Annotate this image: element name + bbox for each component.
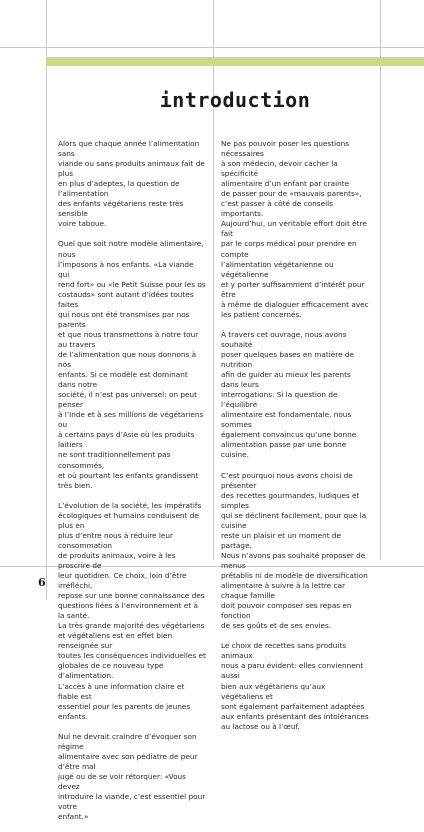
paragraph: Nul ne devrait craindre d’évoquer son régime alimentaire avec son pédiatre de peur d’être mal jugé ou de se voir rétorquer: «Vous devez introduire la viande, c’est essentiel pour votre enfant.»: [58, 731, 206, 822]
paragraph: C’est pourquoi nous avons choisi de présenter des recettes gourmandes, ludiques et simples qui se déclinent facilement, pour que la cuisine reste un plaisir et un moment de partage. Nous n’avons pas souhaité proposer de menus prétablis ni de modèle de diversification alimentaire à suivre à la lettre car chaque famille doit pouvoir composer ses repas en fonction de ses goûts et de ses envies.: [221, 470, 368, 631]
paragraph: Ne pas pouvoir poser les questions nécessaires à son médecin, devoir cacher la spécificité alimentaire d’un enfant par crainte de passer pour de «mauvais parents», c’est passer à côté de conseils importants. Aujourd’hui, un véritable effort doit être fait par le corps médical pour prendre en compte l’alimentation végétarienne ou végétalienne et y porter suffisamment d’intérêt pour être à même de dialoguer efficacement avec les patient concernés.: [221, 139, 369, 319]
paragraph: Quel que soit notre modèle alimentaire, nous l’imposons à nos enfants. «La viande qui rend fort» ou «le Petit Suisse pour les os costauds» sont autant d’idées toutes faites qui nous ont été transmises par nos parents et que nous transmettons à notre tour au travers de l’alimentation que nous donnons à nos enfants. Si ce modèle est dominant dans notre société, il n’est pas universel: on peut penser à l’Inde et à ses millions de végétariens ou à certains pays d’Asie où les produits laitiers ne sont traditionnellement pas consommés, et où pourtant les enfants grandissent très bien.: [58, 239, 206, 490]
paragraph: Alors que chaque année l’alimentation sans viande ou sans produits animaux fait de plus en plus d’adeptes, la question de l’alimentation des enfants végétariens reste très sensible voire taboue.: [58, 139, 205, 229]
right-text-column: [221, 139, 369, 742]
page-number: 6: [38, 576, 46, 589]
right-margin-rule: [380, 0, 381, 560]
top-rule: [0, 47, 424, 48]
paragraph: À travers cet ouvrage, nous avons souhaité poser quelques bases en matière de nutrition afin de guider au mieux les parents dans leurs interrogations. Si la question de l’équilibre alimentaire est fondamentale, nous sommes également convaincus qu’une bonne alimentation passe par une bonne cuisine.: [221, 329, 357, 460]
column-divider-rule: [213, 0, 214, 560]
accent-band: [46, 57, 424, 66]
left-text-column: [58, 139, 206, 832]
page-title: introduction: [159, 88, 311, 112]
paragraph: L’évolution de la société, les impératifs écologiques et humains conduisent de plus en plus d’entre nous à réduire leur consommation de produits animaux, voire à les proscrire de leur quotidien. Ce choix, loin d’être irréfléchi, repose sur une bonne connaissance des questions liées à l’environnement et à la santé. La très grande majorité des végétariens et végétaliens est en effet bien renseignée sur toutes les conséquences individuelles et globales de ce nouveau type d’alimentation. L’accès à une information claire et fiable est essentiel pour les parents de jeunes enfants.: [58, 500, 206, 721]
paragraph: Le choix de recettes sans produits animaux nous a paru évident: elles conviennent aussi bien aux végétariens qu’aux végétaliens et sont également parfaitement adaptées aux enfants présentant des intolérances au lactose ou à l’œuf.: [221, 641, 369, 731]
